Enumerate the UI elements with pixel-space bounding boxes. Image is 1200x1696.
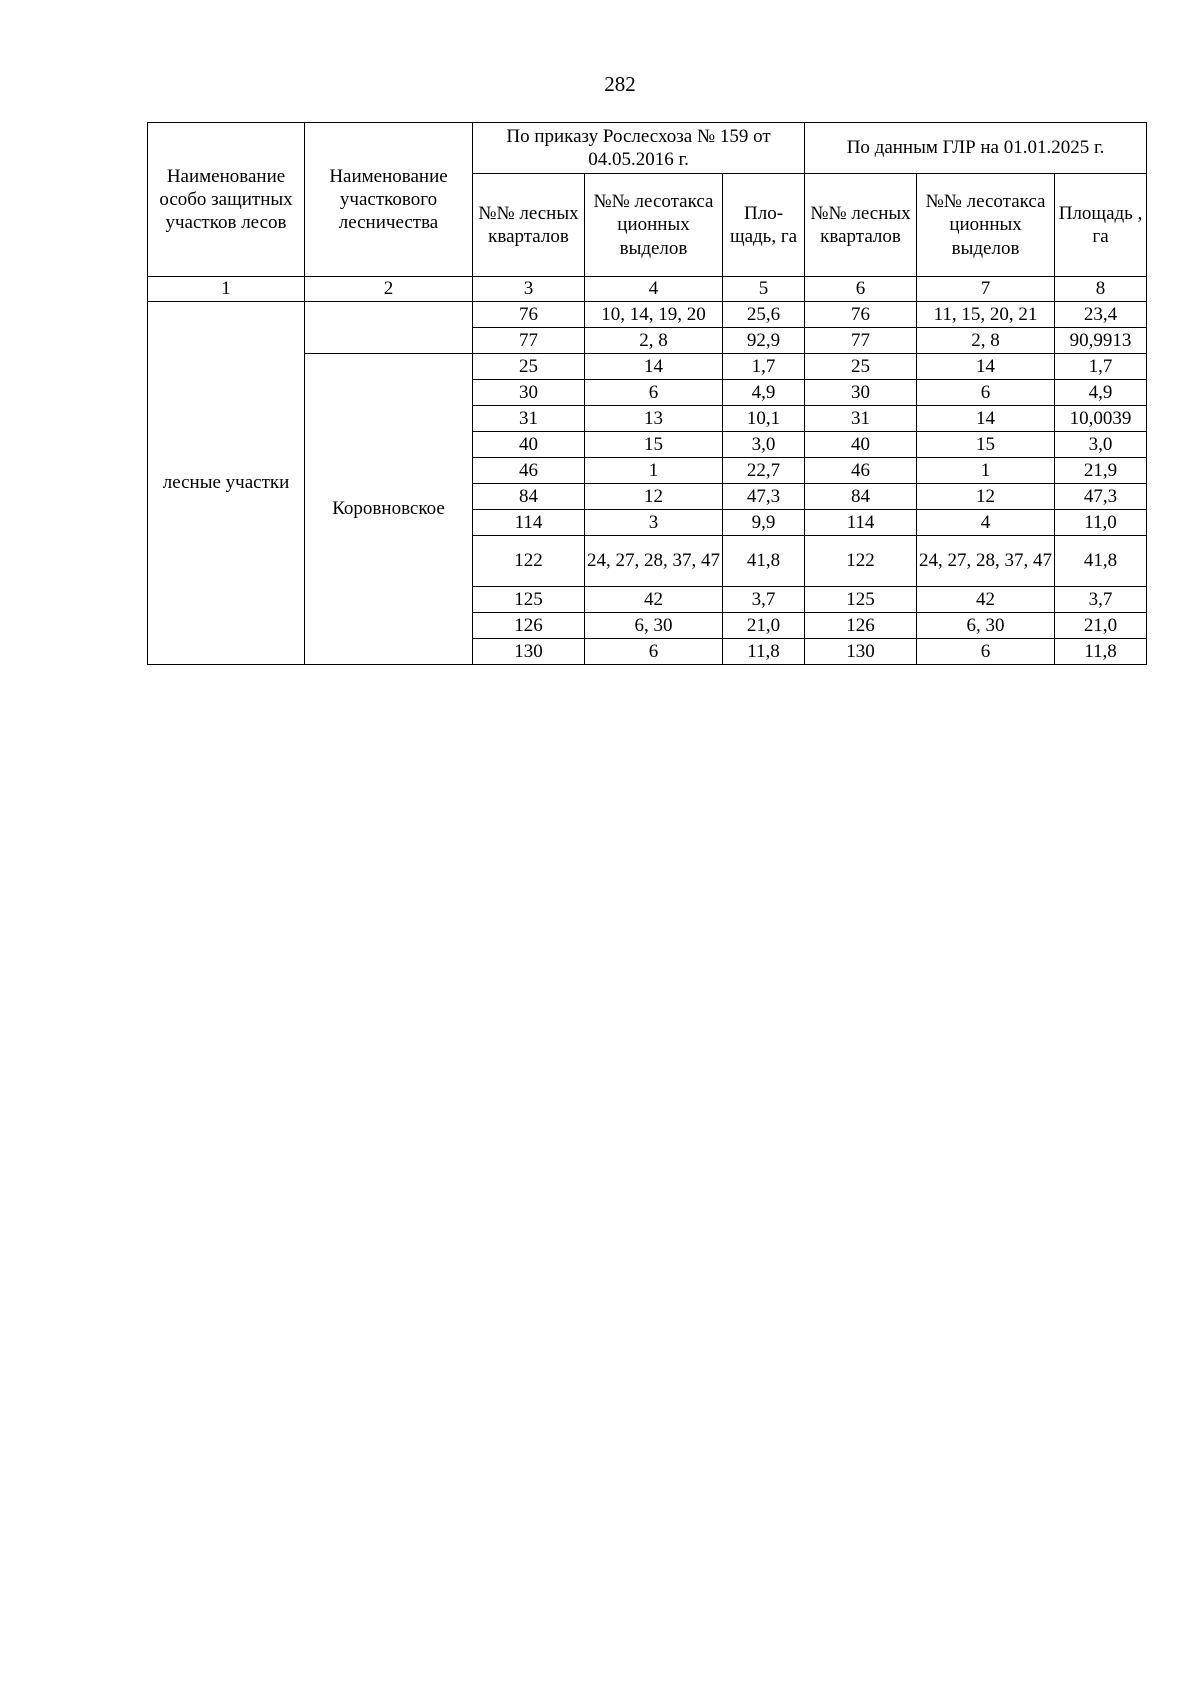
cell: 11,8 bbox=[1055, 639, 1147, 665]
cell: 126 bbox=[805, 613, 917, 639]
cell: 3,0 bbox=[723, 432, 805, 458]
cell: 84 bbox=[805, 484, 917, 510]
cell: 130 bbox=[473, 639, 585, 665]
cell: 31 bbox=[805, 406, 917, 432]
cell: 2, 8 bbox=[917, 328, 1055, 354]
header-zone-name: Наименование особо защитных участков лесов bbox=[148, 123, 305, 277]
cell: 3 bbox=[585, 510, 723, 536]
cell: 46 bbox=[473, 458, 585, 484]
cell: 9,9 bbox=[723, 510, 805, 536]
cell: 14 bbox=[585, 354, 723, 380]
header-plots-order: №№ лесотакса ционных выделов bbox=[585, 174, 723, 277]
cell: 122 bbox=[805, 536, 917, 587]
cell: 6 bbox=[585, 639, 723, 665]
cell: 13 bbox=[585, 406, 723, 432]
cell: 1 bbox=[917, 458, 1055, 484]
cell: 1,7 bbox=[723, 354, 805, 380]
cell: 6, 30 bbox=[585, 613, 723, 639]
cell: 10,0039 bbox=[1055, 406, 1147, 432]
cell: 41,8 bbox=[1055, 536, 1147, 587]
cell: 4,9 bbox=[1055, 380, 1147, 406]
cell: 77 bbox=[473, 328, 585, 354]
header-quarters-glr: №№ лесных кварталов bbox=[805, 174, 917, 277]
cell: 6 bbox=[917, 380, 1055, 406]
cell: 125 bbox=[805, 587, 917, 613]
cell: 24, 27, 28, 37, 47 bbox=[585, 536, 723, 587]
cell: 15 bbox=[917, 432, 1055, 458]
cell: 30 bbox=[805, 380, 917, 406]
cell: 25 bbox=[805, 354, 917, 380]
cell: 76 bbox=[473, 302, 585, 328]
cell: 15 bbox=[585, 432, 723, 458]
header-area-order: Пло-щадь, га bbox=[723, 174, 805, 277]
cell: 77 bbox=[805, 328, 917, 354]
forest-plots-table bbox=[147, 122, 1147, 665]
cell: 47,3 bbox=[723, 484, 805, 510]
cell: 40 bbox=[805, 432, 917, 458]
cell: 21,0 bbox=[1055, 613, 1147, 639]
cell: 14 bbox=[917, 354, 1055, 380]
cell: 47,3 bbox=[1055, 484, 1147, 510]
cell: 11, 15, 20, 21 bbox=[917, 302, 1055, 328]
cell: 3,7 bbox=[1055, 587, 1147, 613]
cell: 22,7 bbox=[723, 458, 805, 484]
cell: 6 bbox=[917, 639, 1055, 665]
header-group-glr: По данным ГЛР на 01.01.2025 г. bbox=[805, 123, 1147, 174]
cell: 14 bbox=[917, 406, 1055, 432]
cell: 25,6 bbox=[723, 302, 805, 328]
cell: 92,9 bbox=[723, 328, 805, 354]
cell: 23,4 bbox=[1055, 302, 1147, 328]
cell: 130 bbox=[805, 639, 917, 665]
header-quarters-order: №№ лесных кварталов bbox=[473, 174, 585, 277]
cell: 11,8 bbox=[723, 639, 805, 665]
cell: 4,9 bbox=[723, 380, 805, 406]
zone-name-cell: лесные участки bbox=[148, 302, 305, 665]
cell: 12 bbox=[917, 484, 1055, 510]
column-number-row bbox=[148, 277, 1147, 302]
cell: 2, 8 bbox=[585, 328, 723, 354]
cell: 126 bbox=[473, 613, 585, 639]
cell: 6, 30 bbox=[917, 613, 1055, 639]
header-plots-glr: №№ лесотакса ционных выделов bbox=[917, 174, 1055, 277]
cell: 10,1 bbox=[723, 406, 805, 432]
cell: 114 bbox=[473, 510, 585, 536]
cell: 42 bbox=[585, 587, 723, 613]
header-area-glr: Площадь , га bbox=[1055, 174, 1147, 277]
cell: 41,8 bbox=[723, 536, 805, 587]
cell: 90,9913 bbox=[1055, 328, 1147, 354]
cell: 12 bbox=[585, 484, 723, 510]
page-number: 282 bbox=[604, 72, 636, 96]
column-number: 7 bbox=[917, 277, 1055, 302]
cell: 1 bbox=[585, 458, 723, 484]
cell: 46 bbox=[805, 458, 917, 484]
forestry-name-cell: Коровновское bbox=[305, 354, 473, 665]
cell: 122 bbox=[473, 536, 585, 587]
header-group-order: По приказу Рослесхоза № 159 от 04.05.2016 г. bbox=[473, 123, 805, 174]
cell: 21,9 bbox=[1055, 458, 1147, 484]
header-forestry-name: Наименование участкового лесничества bbox=[305, 123, 473, 277]
cell: 6 bbox=[585, 380, 723, 406]
column-number: 4 bbox=[585, 277, 723, 302]
cell: 4 bbox=[917, 510, 1055, 536]
column-number: 2 bbox=[305, 277, 473, 302]
column-number: 3 bbox=[473, 277, 585, 302]
table-row bbox=[148, 302, 1147, 328]
column-number: 5 bbox=[723, 277, 805, 302]
cell: 125 bbox=[473, 587, 585, 613]
cell: 25 bbox=[473, 354, 585, 380]
cell: 24, 27, 28, 37, 47 bbox=[917, 536, 1055, 587]
forestry-empty-cell bbox=[305, 302, 473, 354]
cell: 10, 14, 19, 20 bbox=[585, 302, 723, 328]
cell: 11,0 bbox=[1055, 510, 1147, 536]
cell: 31 bbox=[473, 406, 585, 432]
cell: 3,0 bbox=[1055, 432, 1147, 458]
cell: 76 bbox=[805, 302, 917, 328]
column-number: 8 bbox=[1055, 277, 1147, 302]
cell: 3,7 bbox=[723, 587, 805, 613]
column-number: 6 bbox=[805, 277, 917, 302]
cell: 42 bbox=[917, 587, 1055, 613]
cell: 84 bbox=[473, 484, 585, 510]
cell: 1,7 bbox=[1055, 354, 1147, 380]
cell: 40 bbox=[473, 432, 585, 458]
cell: 30 bbox=[473, 380, 585, 406]
cell: 114 bbox=[805, 510, 917, 536]
cell: 21,0 bbox=[723, 613, 805, 639]
column-number: 1 bbox=[148, 277, 305, 302]
